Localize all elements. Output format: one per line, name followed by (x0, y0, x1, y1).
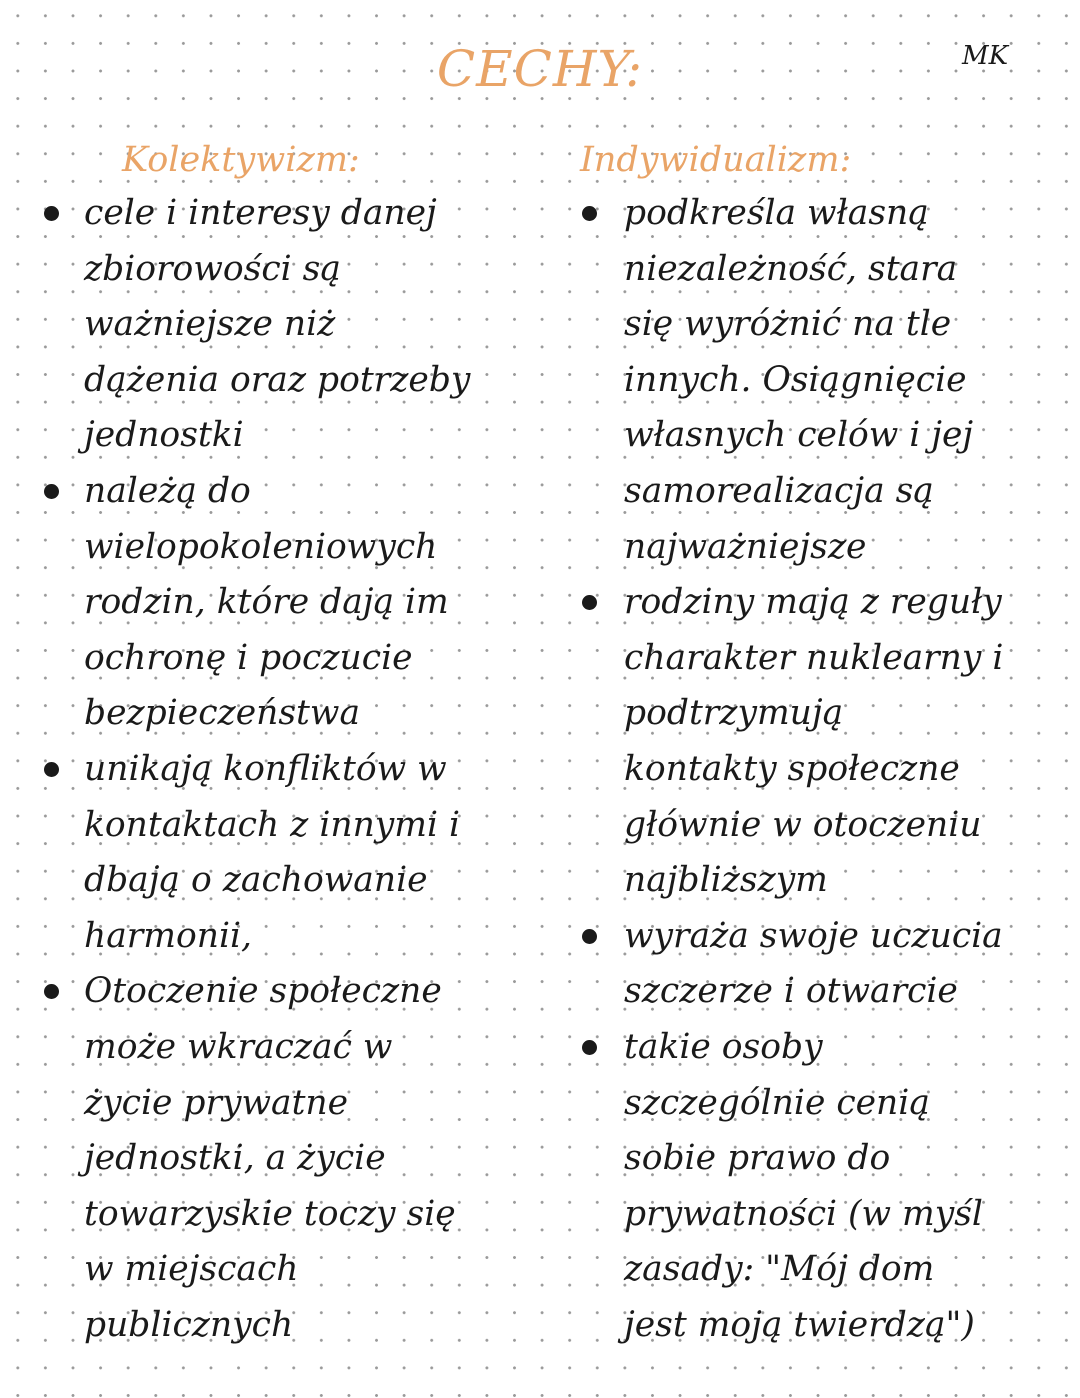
list-item (40, 964, 555, 1353)
individualism-heading: Indywidualizm: (580, 140, 852, 180)
item-line: charakter nuklearny i (624, 637, 1004, 678)
item-line: prywatności (w myśl (624, 1193, 983, 1234)
item-line: się wyróżnić na tle (624, 304, 952, 345)
bullet-icon (44, 762, 59, 777)
list-item (580, 186, 1075, 575)
item-line: bezpieczeństwa (84, 693, 361, 734)
individualism-list (580, 186, 1075, 1353)
bullet-icon (582, 929, 597, 944)
bullet-icon (582, 595, 597, 610)
item-line: samorealizacja są (624, 470, 934, 511)
item-line: rodzin, które dają im (84, 582, 449, 623)
item-line: podtrzymują (624, 693, 844, 734)
list-item (40, 464, 555, 742)
collectivism-column (40, 134, 555, 1353)
item-line: niezależność, stara (624, 248, 958, 289)
item-line: podkreśla własną (624, 193, 929, 233)
item-line: dążenia oraz potrzeby (84, 359, 471, 400)
item-line: towarzyskie toczy się (84, 1193, 456, 1234)
item-line: harmonii, (84, 915, 253, 956)
item-line: życie prywatne (84, 1082, 349, 1123)
item-line: wielopokoleniowych (84, 526, 438, 567)
item-line: jednostki (84, 415, 244, 456)
item-line: dbają o zachowanie (84, 860, 428, 901)
item-line: kontakty społeczne (624, 748, 960, 789)
item-line: ważniejsze niż (84, 304, 336, 345)
list-item (580, 1020, 1075, 1354)
bullet-icon (44, 206, 59, 221)
item-line: może wkraczać w (84, 1026, 393, 1067)
item-line: innych. Osiągnięcie (624, 359, 967, 400)
item-line: unikają konfliktów w (84, 748, 447, 789)
item-line: takie osoby (624, 1026, 823, 1067)
item-line: szczególnie cenią (624, 1082, 930, 1123)
bullet-icon (44, 984, 59, 999)
item-line: rodziny mają z reguły (624, 582, 1002, 623)
bullet-icon (582, 1040, 597, 1055)
bullet-icon (582, 206, 597, 221)
item-line: własnych celów i jej (624, 415, 974, 456)
item-line: najbliższym (624, 860, 828, 901)
item-line: szczerze i otwarcie (624, 971, 958, 1012)
item-line: Otoczenie społeczne (84, 971, 442, 1012)
item-line: ochronę i poczucie (84, 637, 413, 678)
collectivism-list (40, 186, 555, 1353)
item-line: sobie prawo do (624, 1138, 891, 1179)
item-line: zbiorowości są (84, 248, 341, 289)
item-line: jednostki, a życie (84, 1138, 386, 1179)
collectivism-heading: Kolektywizm: (122, 140, 360, 180)
item-line: cele i interesy danej (84, 193, 437, 233)
author-initials: MK (962, 41, 1009, 71)
item-line: najważniejsze (624, 526, 867, 567)
item-line: wyraża swoje uczucia (624, 915, 1003, 956)
item-line: głównie w otoczeniu (624, 804, 982, 845)
item-line: kontaktach z innymi i (84, 804, 461, 845)
item-line: publicznych (84, 1304, 294, 1345)
list-item (40, 742, 555, 964)
item-line: jest moją twierdzą") (624, 1304, 975, 1345)
item-line: należą do (84, 470, 251, 511)
item-line: zasady: "Mój dom (624, 1249, 935, 1290)
list-item (40, 186, 555, 464)
bullet-icon (44, 484, 59, 499)
individualism-column (580, 134, 1075, 1353)
page-title: CECHY: (436, 40, 644, 98)
item-line: w miejscach (84, 1249, 299, 1290)
list-item (580, 575, 1075, 909)
list-item (580, 909, 1075, 1020)
